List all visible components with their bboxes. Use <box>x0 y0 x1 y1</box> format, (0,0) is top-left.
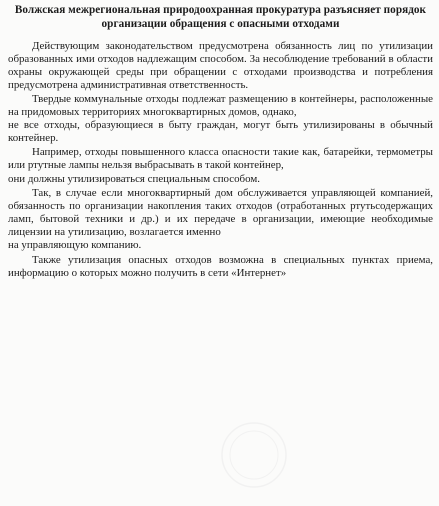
paragraph-text: Например, отходы повышенного класса опасности такие как, батарейки, термометры или ртутные лампы нельзя выбрасывать в такой контейнер, <box>8 146 433 172</box>
paragraph-management-company <box>8 187 433 253</box>
paragraph-continuation: на управляющую компанию. <box>8 239 142 252</box>
paragraph-municipal-waste <box>8 93 433 146</box>
paragraph-hazardous-examples <box>8 146 433 185</box>
faint-stamp-mark <box>219 420 289 490</box>
paragraph-text: Также утилизация опасных отходов возможна в специальных пунктах приема, информацию о которых можно получить в сети «Интернет» <box>8 253 433 279</box>
document-body <box>8 40 433 280</box>
paragraph-disposal-obligation <box>8 40 433 93</box>
paragraph-text: Твердые коммунальные отходы подлежат размещению в контейнеры, расположенные на придомовых территориях многоквартирных домов, однако, <box>8 92 433 118</box>
paragraph-text: Действующим законодательством предусмотрена обязанность лиц по утилизации образованных ими отходов надлежащим способом. За несоблюдение требований в области охраны окружающей среды при обращении с отходами производства и потребления предусмотрена административная ответственность. <box>8 40 433 92</box>
paragraph-collection-points <box>8 254 433 280</box>
document-title: Волжская межрегиональная природоохранная прокуратура разъясняет порядок организации обращения с опасными отходами <box>14 4 427 30</box>
paragraph-text: Так, в случае если многоквартирный дом обслуживается управляющей компанией, обязанность по организации накопления таких отходов (отработанных ртутьсодержащих ламп, бытовой техники и др.) и их передаче в организации, имеющие необходимые лицензии на утилизацию, возлагается именно <box>8 186 433 239</box>
paragraph-continuation: не все отходы, образующиеся в быту граждан, могут быть утилизированы в обычный контейнер. <box>8 118 433 145</box>
paragraph-continuation: они должны утилизироваться специальным способом. <box>8 172 260 185</box>
